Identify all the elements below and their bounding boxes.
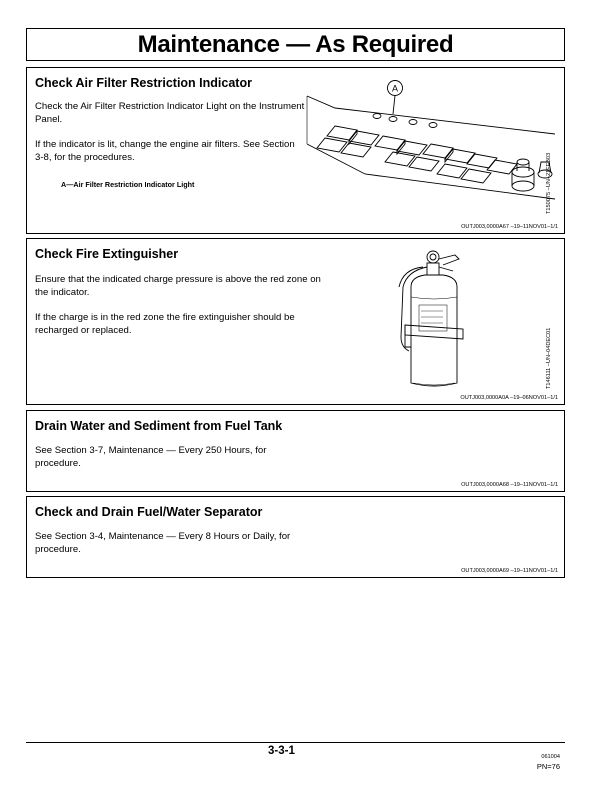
figure-caption: A—Air Filter Restriction Indicator Light bbox=[61, 180, 195, 189]
section-heading: Check Air Filter Restriction Indicator bbox=[35, 76, 252, 90]
section-fire-extinguisher bbox=[26, 238, 565, 405]
reference-code: OUTJ003,0000A68 –19–11NOV01–1/1 bbox=[461, 482, 558, 488]
paragraph: If the charge is in the red zone the fire extinguisher should be recharged or replaced. bbox=[35, 312, 295, 336]
page-title-box bbox=[26, 28, 565, 61]
section-fuel-water-separator bbox=[26, 496, 565, 578]
pn-code: PN=76 bbox=[536, 762, 560, 771]
page-title: Maintenance — As Required bbox=[137, 30, 454, 58]
paragraph: See Section 3-7, Maintenance — Every 250 Hours, for procedure. bbox=[35, 445, 267, 469]
paragraph: Check the Air Filter Restriction Indicator Light on the Instrument Panel. bbox=[35, 101, 305, 125]
section-heading: Check Fire Extinguisher bbox=[35, 247, 179, 261]
section-body bbox=[35, 445, 300, 483]
reference-code: OUTJ003,0000A67 –19–11NOV01–1/1 bbox=[461, 224, 558, 230]
reference-code: OUTJ003,0000A69 –19–11NOV01–1/1 bbox=[461, 568, 558, 574]
image-code: T146111 –UN–04DEC01 bbox=[546, 327, 552, 389]
paragraph: See Section 3-4, Maintenance — Every 8 Hours or Daily, for procedure. bbox=[35, 531, 291, 555]
section-body bbox=[35, 101, 305, 177]
fire-extinguisher-illustration bbox=[387, 247, 487, 392]
instrument-panel-illustration bbox=[305, 74, 555, 222]
date-code: 061004 bbox=[541, 754, 560, 760]
section-body bbox=[35, 531, 315, 569]
page-number: 3-3-1 bbox=[268, 745, 295, 757]
section-air-filter bbox=[26, 67, 565, 234]
paragraph: If the indicator is lit, change the engine air filters. See Section 3-8, for the procedures. bbox=[35, 139, 295, 163]
reference-code: OUTJ003,0000A0A –19–06NOV01–1/1 bbox=[460, 395, 558, 401]
image-code: T150075 –UN–21FEB03 bbox=[546, 152, 552, 214]
callout-label: A bbox=[391, 83, 399, 94]
footer-divider bbox=[26, 742, 565, 743]
section-heading: Check and Drain Fuel/Water Separator bbox=[35, 505, 263, 519]
section-heading: Drain Water and Sediment from Fuel Tank bbox=[35, 419, 283, 433]
section-body bbox=[35, 274, 325, 350]
paragraph: Ensure that the indicated charge pressure is above the red zone on the indicator. bbox=[35, 274, 321, 298]
section-drain-water bbox=[26, 410, 565, 492]
